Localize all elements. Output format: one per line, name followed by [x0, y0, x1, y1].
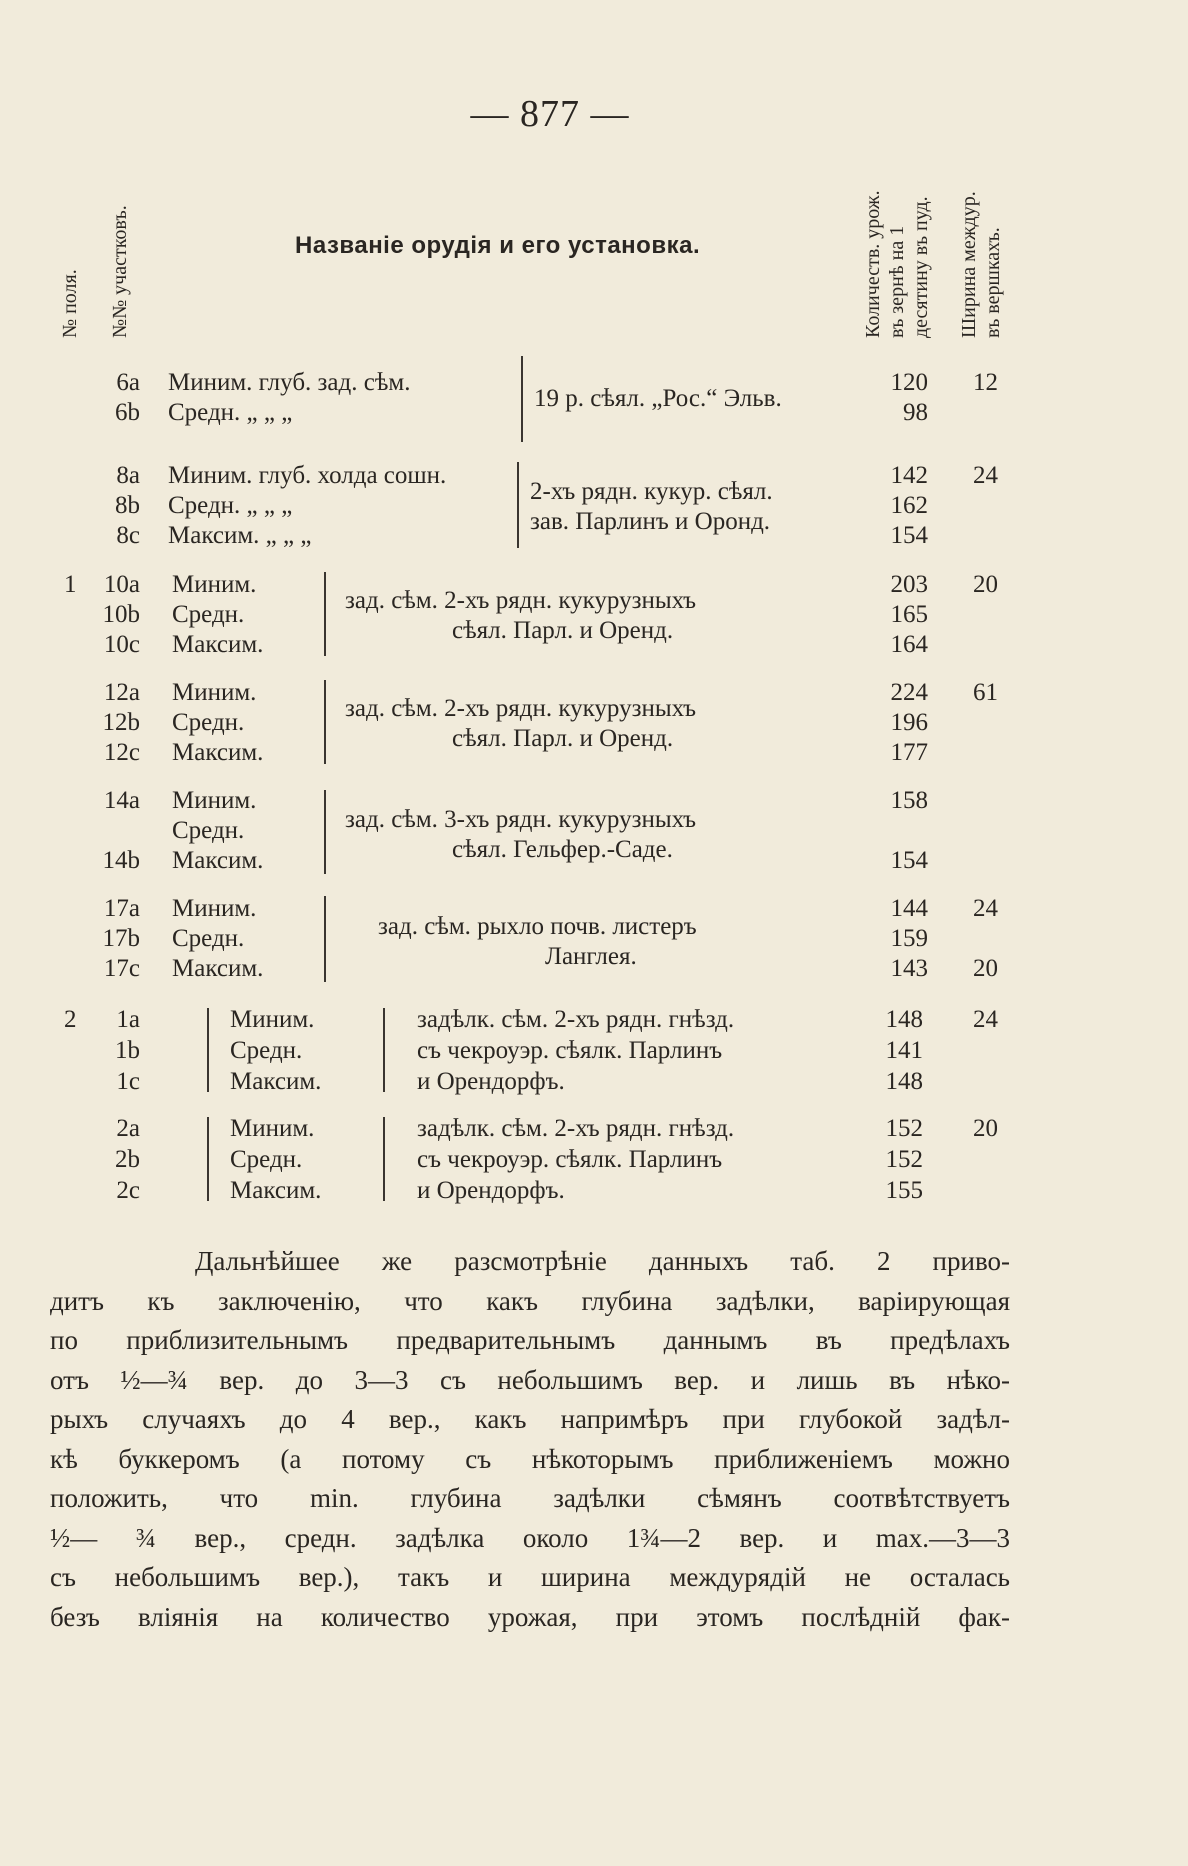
- depth-label: Средн.: [172, 925, 245, 952]
- depth-label: Максим.: [172, 955, 264, 982]
- depth-label: Миним. глуб. зад. сѣм.: [168, 369, 411, 396]
- brace: [324, 572, 332, 656]
- brace: [207, 1008, 215, 1092]
- width-value: 24: [973, 462, 998, 489]
- width-value: 61: [973, 679, 998, 706]
- implement-description: зад. сѣм. 2-хъ рядн. кукурузныхъ: [345, 587, 697, 614]
- width-value: 20: [973, 571, 998, 598]
- plot-number: 6а: [116, 369, 140, 396]
- plot-number: 1b: [115, 1037, 140, 1064]
- implement-description: зав. Парлинъ и Оронд.: [530, 508, 771, 535]
- plot-number: 17b: [102, 925, 140, 952]
- yield-value: 154: [890, 522, 928, 549]
- yield-value: 152: [885, 1115, 923, 1142]
- plot-number: 10с: [103, 631, 140, 658]
- yield-value: 143: [890, 955, 928, 982]
- paragraph-line: съ небольшимъ вер.), такъ и ширина междурядій не осталась: [50, 1562, 1010, 1592]
- depth-label: Средн.: [172, 817, 245, 844]
- plot-number: 1с: [116, 1068, 140, 1095]
- paragraph-line: рыхъ случаяхъ до 4 вер., какъ напримѣръ при глубокой задѣл-: [50, 1404, 1010, 1434]
- plot-number: 17с: [103, 955, 140, 982]
- plot-number: 12b: [102, 709, 140, 736]
- depth-label: Миним.: [172, 787, 257, 814]
- implement-description: и Орендорфъ.: [417, 1068, 565, 1095]
- width-value: 20: [973, 1115, 998, 1142]
- plot-number: 8b: [115, 492, 140, 519]
- depth-label: Максим.: [230, 1068, 322, 1095]
- depth-label: Максим.: [172, 631, 264, 658]
- header-yield-3: десятину въ пуд.: [910, 196, 932, 338]
- depth-label: Миним.: [172, 679, 257, 706]
- yield-value: 154: [890, 847, 928, 874]
- implement-description: сѣял. Гельфер.-Саде.: [452, 836, 673, 863]
- depth-label: Средн. „ „ „: [168, 492, 293, 519]
- paragraph-line: отъ ½—¾ вер. до 3—3 съ небольшимъ вер. и лишь въ нѣко-: [50, 1364, 1010, 1395]
- yield-value: 144: [890, 895, 928, 922]
- paragraph-line: положить, что min. глубина задѣлки сѣмянъ соотвѣтствуетъ: [50, 1483, 1010, 1513]
- implement-description: зад. сѣм. 3-хъ рядн. кукурузныхъ: [345, 806, 697, 833]
- header-width-2: въ вершкахъ.: [982, 227, 1004, 338]
- implement-description: сѣял. Парл. и Оренд.: [452, 725, 674, 752]
- plot-number: 1а: [116, 1006, 140, 1033]
- yield-value: 155: [885, 1177, 923, 1204]
- depth-label: Максим.: [172, 847, 264, 874]
- header-plot-number: №№ участковъ.: [109, 205, 131, 338]
- paragraph-line: дитъ къ заключенію, что какъ глубина задѣлки, варіирующая: [50, 1285, 1010, 1316]
- paragraph-line: безъ вліянія на количество урожая, при этомъ послѣдній фак-: [50, 1601, 1010, 1632]
- paragraph-line: кѣ буккеромъ (а потому съ нѣкоторымъ приближеніемъ можно: [50, 1443, 1010, 1474]
- plot-number: 14b: [102, 847, 140, 874]
- paragraph-line: Дальнѣйшее же разсмотрѣніе данныхъ таб. 2 приво-: [195, 1246, 1010, 1276]
- plot-number: 17а: [103, 895, 140, 922]
- depth-label: Миним.: [172, 895, 257, 922]
- depth-label: Максим.: [230, 1177, 322, 1204]
- width-value: 20: [973, 955, 998, 982]
- depth-label: Средн.: [230, 1037, 303, 1064]
- brace: [517, 462, 525, 548]
- depth-label: Максим. „ „ „: [168, 522, 312, 549]
- body-paragraph: [50, 1242, 1010, 1637]
- yield-value: 148: [885, 1068, 923, 1095]
- field-number: 1: [64, 571, 77, 598]
- implement-description: сѣял. Парл. и Оренд.: [452, 617, 674, 644]
- depth-label: Миним.: [172, 571, 257, 598]
- depth-label: Миним.: [230, 1006, 315, 1033]
- implement-description: Ланглея.: [545, 943, 637, 970]
- implement-description: и Орендорфъ.: [417, 1177, 565, 1204]
- implement-description: 19 р. сѣял. „Рос.“ Эльв.: [534, 385, 782, 412]
- yield-value: 158: [890, 787, 928, 814]
- yield-value: 141: [885, 1037, 923, 1064]
- brace: [207, 1117, 215, 1201]
- width-value: 12: [973, 369, 998, 396]
- field-number: 2: [64, 1006, 77, 1033]
- yield-value: 177: [890, 739, 928, 766]
- plot-number: 12с: [103, 739, 140, 766]
- plot-number: 2с: [116, 1177, 140, 1204]
- plot-number: 8а: [116, 462, 140, 489]
- plot-number: 6b: [115, 399, 140, 426]
- depth-label: Средн.: [172, 601, 245, 628]
- header-yield-1: Количеств. урож.: [862, 190, 884, 338]
- plot-number: 14а: [103, 787, 140, 814]
- brace: [324, 680, 332, 764]
- depth-label: Максим.: [172, 739, 264, 766]
- depth-label: Миним.: [230, 1115, 315, 1142]
- yield-value: 164: [890, 631, 928, 658]
- implement-description: съ чекроуэр. сѣялк. Парлинъ: [417, 1037, 723, 1064]
- paragraph-line: по приблизительнымъ предварительнымъ даннымъ въ предѣлахъ: [50, 1325, 1010, 1355]
- plot-number: 10b: [102, 601, 140, 628]
- yield-value: 152: [885, 1146, 923, 1173]
- implement-description: зад. сѣм. рыхло почв. листеръ: [378, 913, 697, 940]
- brace: [521, 356, 529, 442]
- depth-label: Средн. „ „ „: [168, 399, 293, 426]
- table-title: Названіе орудія и его установка.: [295, 232, 701, 259]
- header-width-1: Ширина междур.: [958, 191, 980, 338]
- brace: [324, 896, 332, 982]
- implement-description: задѣлк. сѣм. 2-хъ рядн. гнѣзд.: [417, 1115, 735, 1142]
- header-field-number: № поля.: [59, 269, 81, 338]
- page-number: — 877 —: [470, 93, 630, 135]
- yield-value: 159: [890, 925, 928, 952]
- brace: [383, 1117, 391, 1201]
- implement-description: зад. сѣм. 2-хъ рядн. кукурузныхъ: [345, 695, 697, 722]
- width-value: 24: [973, 895, 998, 922]
- header-yield-2: въ зернѣ на 1: [886, 225, 908, 338]
- implement-description: съ чекроуэр. сѣялк. Парлинъ: [417, 1146, 723, 1173]
- plot-number: 10а: [103, 571, 140, 598]
- plot-number: 2b: [115, 1146, 140, 1173]
- width-value: 24: [973, 1006, 998, 1033]
- depth-label: Миним. глуб. холда сошн.: [168, 462, 447, 489]
- yield-value: 142: [890, 462, 928, 489]
- yield-value: 224: [890, 679, 928, 706]
- yield-value: 165: [890, 601, 928, 628]
- yield-value: 148: [885, 1006, 923, 1033]
- implement-description: задѣлк. сѣм. 2-хъ рядн. гнѣзд.: [417, 1006, 735, 1033]
- yield-value: 120: [890, 369, 928, 396]
- paragraph-line: ½— ¾ вер., средн. задѣлка около 1¾—2 вер. и max.—3—3: [50, 1522, 1010, 1553]
- implement-description: 2-хъ рядн. кукур. сѣял.: [530, 478, 773, 505]
- plot-number: 8с: [116, 522, 140, 549]
- yield-value: 203: [890, 571, 928, 598]
- depth-label: Средн.: [230, 1146, 303, 1173]
- yield-value: 162: [890, 492, 928, 519]
- brace: [383, 1008, 391, 1092]
- yield-value: 98: [903, 399, 928, 426]
- plot-number: 2а: [116, 1115, 140, 1142]
- yield-value: 196: [890, 709, 928, 736]
- depth-label: Средн.: [172, 709, 245, 736]
- plot-number: 12а: [103, 679, 140, 706]
- brace: [324, 790, 332, 874]
